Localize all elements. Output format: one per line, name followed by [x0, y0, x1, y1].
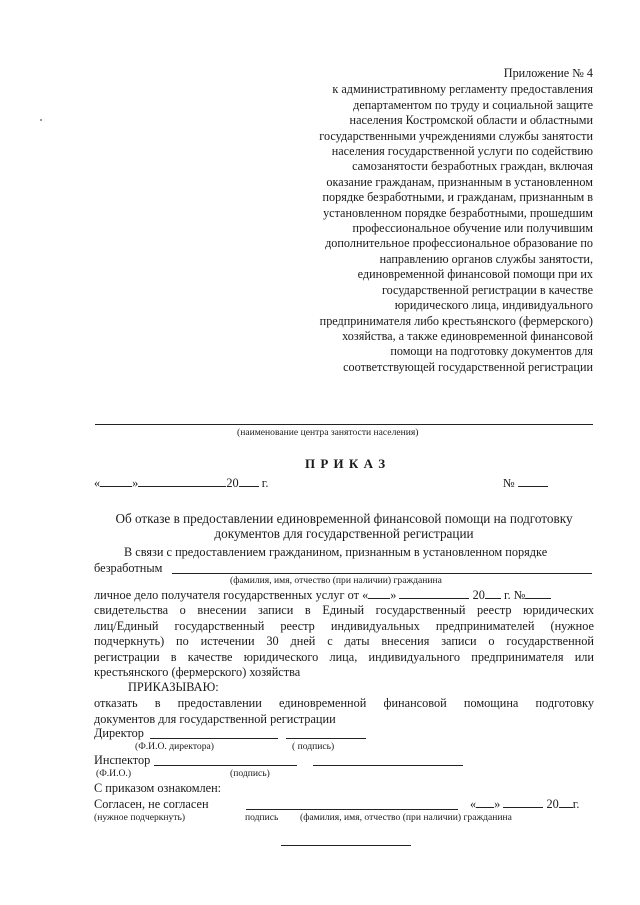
body-line: регистрации в качестве юридического лица, индивидуального предпринимателя или	[94, 649, 594, 664]
file-day-field[interactable]	[368, 588, 390, 599]
order-number: №	[503, 476, 548, 491]
order-title: П Р И К А З	[305, 456, 387, 471]
agree-date: « » 20 г.	[470, 797, 580, 811]
body-line: свидетельства о внесении записи в Единый государственный реестр юридических	[94, 603, 594, 617]
scan-speck	[40, 119, 42, 121]
director-name-caption: (Ф.И.О. директора)	[135, 741, 214, 752]
inspector-label: Инспектор	[94, 753, 151, 767]
inspector-sign-caption: (подпись)	[230, 768, 270, 779]
appendix-line: соответствующей государственной регистрации	[343, 359, 593, 374]
refusal-line: отказать в предоставлении единовременной финансовой помощина подготовку	[94, 696, 594, 710]
file-year-field[interactable]	[485, 588, 501, 599]
appendix-line: помощи на подготовку документов для	[390, 344, 593, 359]
appendix-line: хозяйства, а также единовременной финансовой	[342, 328, 593, 343]
appendix-line: к административному регламенту предоставления	[332, 82, 593, 97]
inspector-sign-line[interactable]	[313, 765, 463, 766]
body-intro: В связи с предоставлением гражданином, признанным в установленном порядке	[124, 545, 548, 559]
acknowledged-label: С приказом ознакомлен:	[94, 781, 222, 795]
date-day-field[interactable]	[100, 476, 132, 487]
agree-month-field[interactable]	[503, 797, 543, 808]
inspector-name-line[interactable]	[154, 765, 297, 766]
appendix-line: населения Костромской области и областными	[349, 113, 593, 128]
center-name-line[interactable]	[95, 424, 593, 425]
underline-note: (нужное подчеркнуть)	[94, 812, 186, 823]
body-line: лиц/Единый государственный реестр индивидуальных предпринимателей (нужное	[94, 618, 594, 633]
body-unemployed: безработным	[94, 561, 163, 575]
appendix-line: порядке безработными, и гражданам, признанным в	[322, 190, 593, 205]
subject-line: документов для государственной регистрации	[214, 526, 474, 541]
center-name-caption: (наименование центра занятости населения)	[237, 427, 419, 438]
appendix-line: Приложение № 4	[503, 66, 593, 80]
appendix-line: юридического лица, индивидуального	[394, 298, 593, 313]
director-name-line[interactable]	[150, 738, 278, 739]
citizen-name-line[interactable]	[172, 573, 592, 574]
inspector-name-caption: (Ф.И.О.)	[96, 768, 132, 779]
order-number-field[interactable]	[518, 476, 548, 487]
personal-file-row: личное дело получателя государственных услуг от « » 20 г. №	[94, 588, 551, 603]
appendix-line: оказание гражданам, признанным в установленном	[326, 174, 593, 189]
date-month-field[interactable]	[138, 476, 226, 487]
body-line: крестьянского (фермерского) хозяйства	[94, 665, 301, 679]
appendix-line: населения государственной услуги по содействию	[331, 144, 593, 159]
director-sign-line[interactable]	[286, 738, 366, 739]
subject-line: Об отказе в предоставлении единовременной финансовой помощи на подготовку	[115, 511, 573, 526]
refusal-paragraph	[94, 696, 594, 727]
bottom-separator	[281, 845, 411, 846]
director-label: Директор	[94, 726, 144, 740]
date-year-field[interactable]	[239, 476, 259, 487]
appendix-line: государственной регистрации в качестве	[381, 282, 593, 297]
body-line: подчеркнуть) по истечении 30 дней с даты внесения записи о государственной	[94, 634, 594, 648]
appendix-line: направлению органов службы занятости,	[379, 251, 593, 266]
appendix-line: единовременной финансовой помощи при их	[357, 267, 593, 282]
agree-label: Согласен, не согласен	[94, 797, 209, 811]
appendix-line: самозанятости безработных граждан, включая	[352, 159, 593, 174]
appendix-block	[270, 66, 593, 375]
appendix-line: установленном порядке безработными, прошедшим	[323, 205, 593, 220]
appendix-line: профессиональное обучение или получившим	[352, 221, 593, 236]
citizen-fio-caption: (фамилия, имя, отчество (при наличии) гражданина	[300, 812, 512, 823]
appendix-line: дополнительное профессиональное образование по	[325, 236, 593, 251]
refusal-line: документов для государственной регистрации	[94, 711, 336, 726]
file-month-field[interactable]	[399, 588, 469, 599]
appendix-line: государственными учреждениями службы занятости	[319, 128, 593, 143]
agree-year-field[interactable]	[559, 797, 573, 808]
citizen-sign-line[interactable]	[246, 809, 458, 810]
order-date: « » 20 г.	[94, 476, 269, 490]
order-subject	[94, 511, 594, 541]
appendix-line: департаментом по труду и социальной защите	[353, 97, 593, 112]
citizen-name-caption: (фамилия, имя, отчество (при наличии) гражданина	[230, 575, 442, 586]
director-sign-caption: ( подпись)	[292, 741, 335, 752]
file-number-field[interactable]	[525, 588, 551, 599]
body-paragraph	[94, 603, 594, 681]
agree-day-field[interactable]	[476, 797, 494, 808]
sign-caption: подпись	[245, 812, 279, 823]
order-verb: ПРИКАЗЫВАЮ:	[128, 680, 219, 694]
appendix-line: предпринимателя либо крестьянского (фермерского)	[319, 313, 593, 328]
